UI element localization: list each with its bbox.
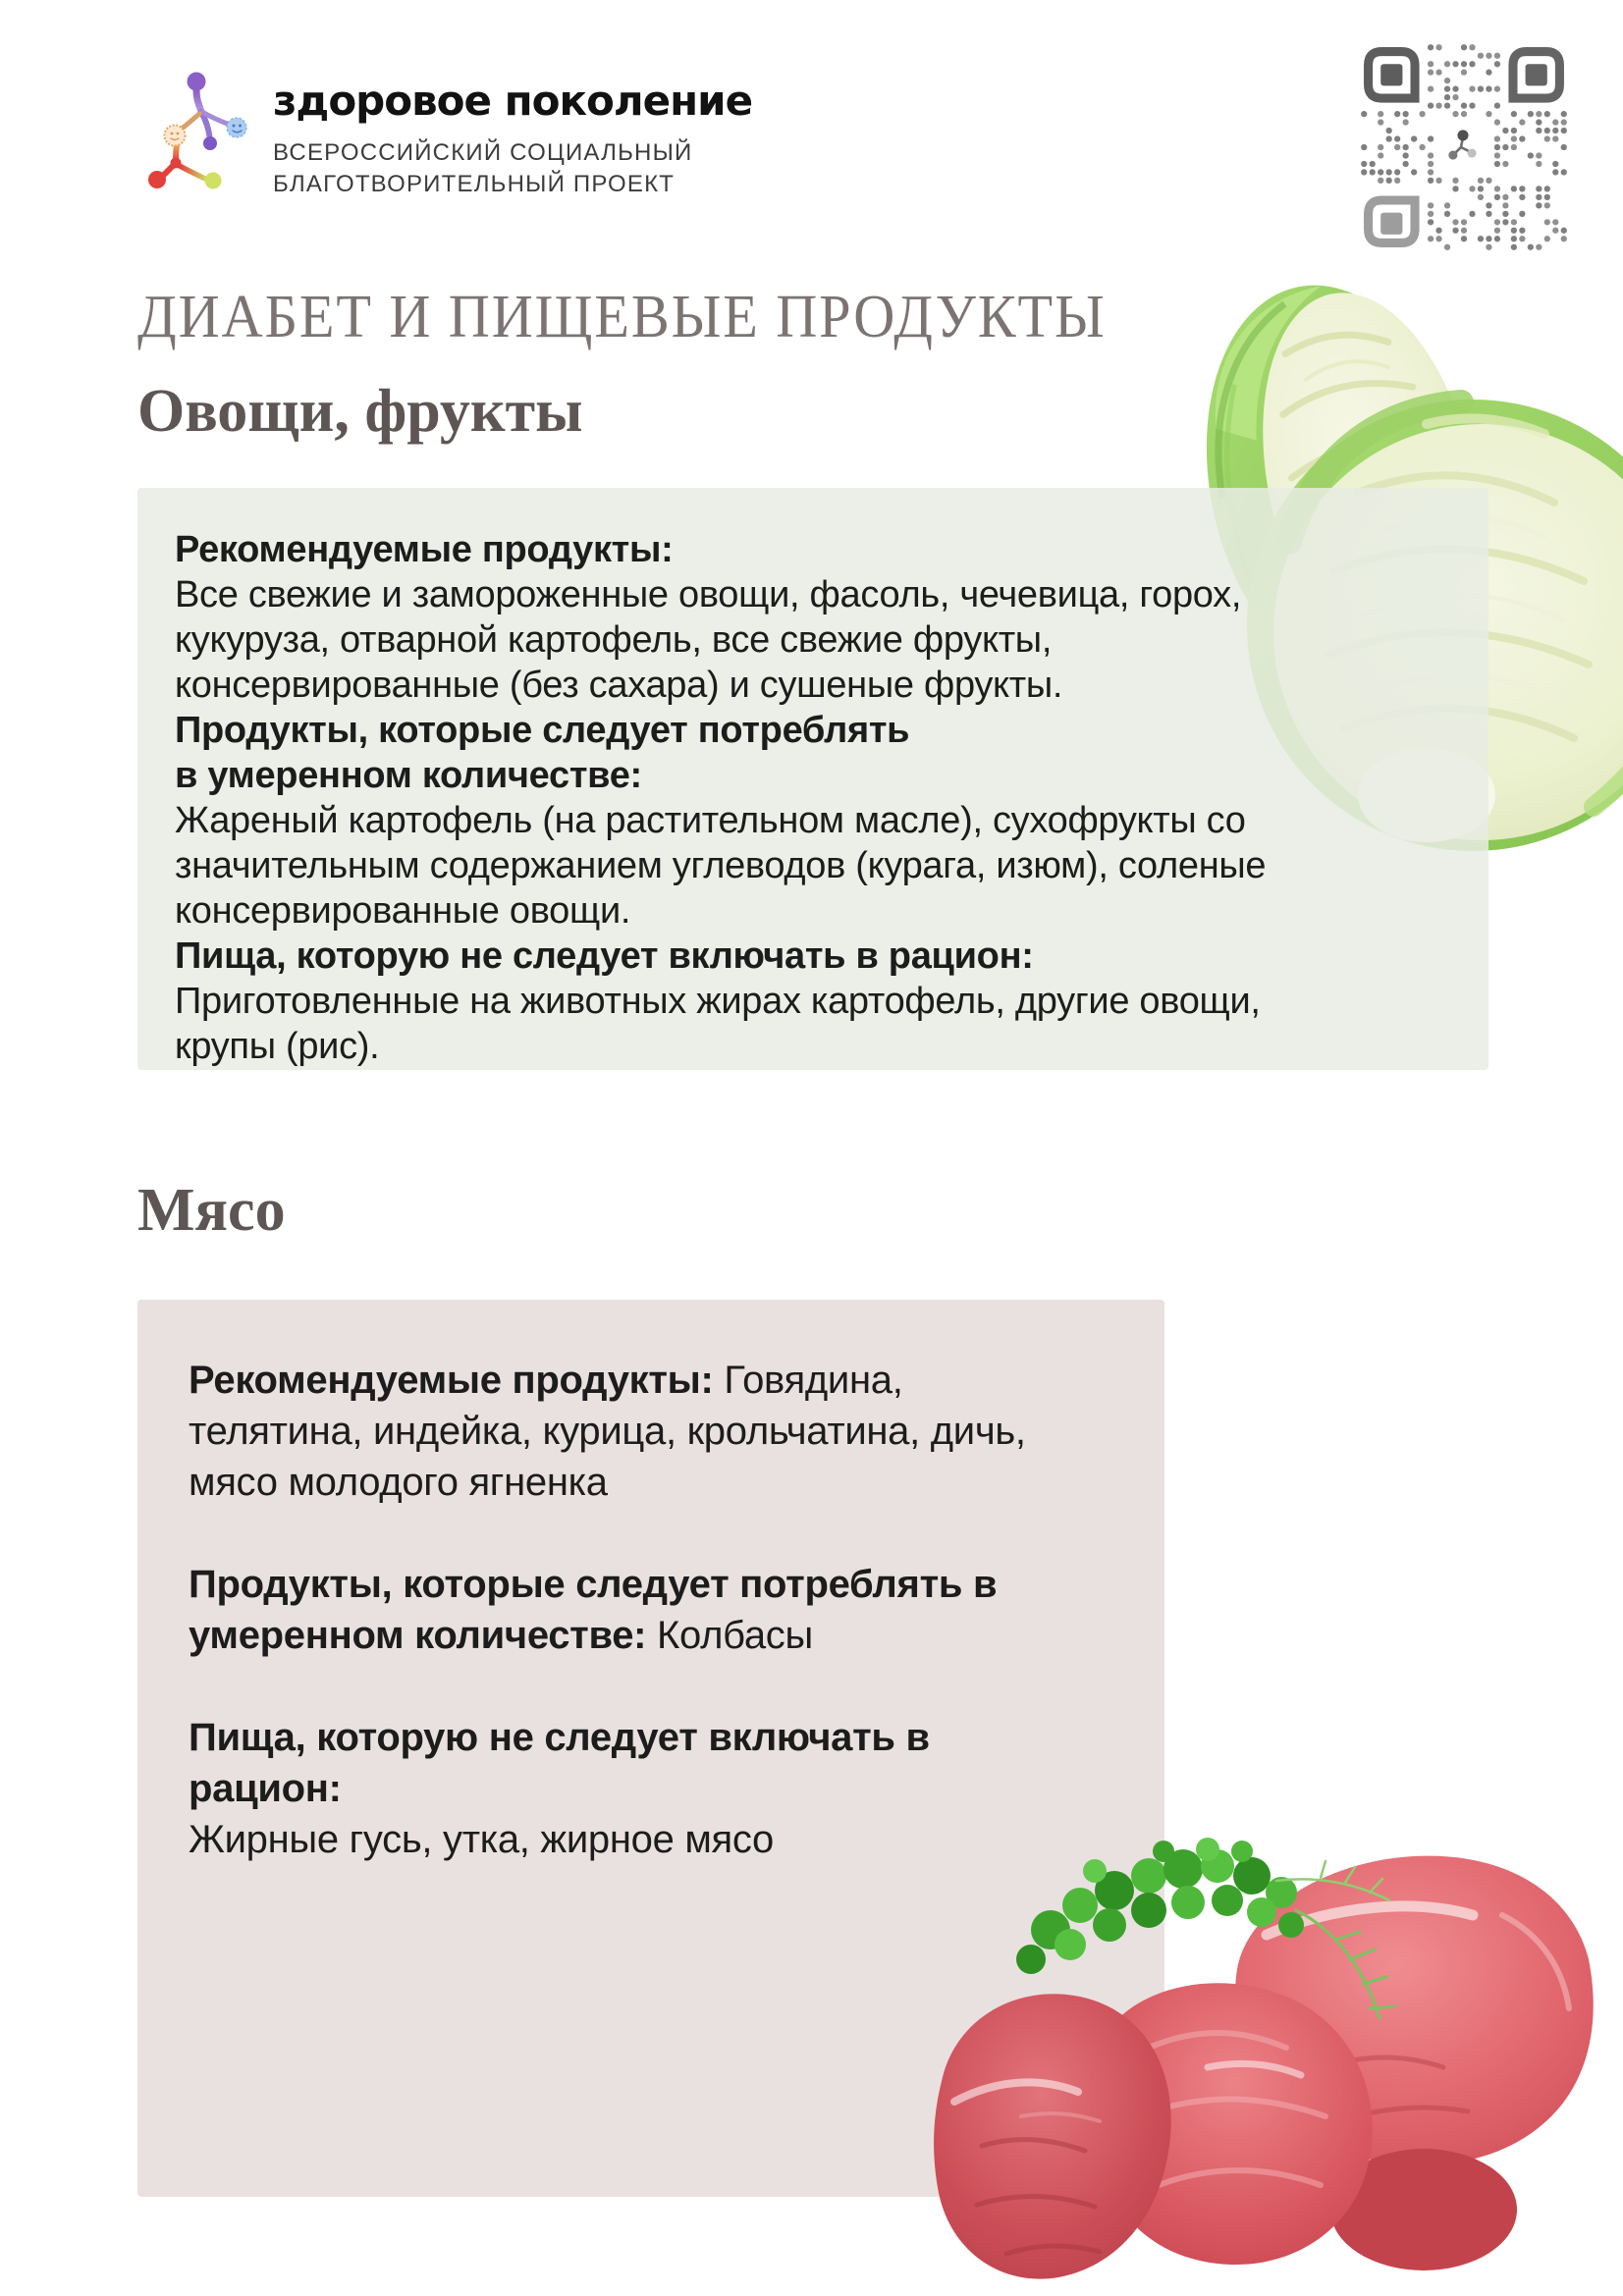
text-line (175, 979, 1459, 1024)
line-regular-text: Приготовленные на животных жирах картофель, другие овощи, (175, 981, 1261, 1022)
vegetables-info-box (137, 488, 1488, 1070)
brand-block (273, 79, 752, 200)
text-line (175, 617, 1459, 663)
line-bold-text: Рекомендуемые продукты: (189, 1359, 714, 1402)
line-bold-text: рацион: (189, 1767, 342, 1810)
line-regular-text: консервированные (без сахара) и сушеные фрукты. (175, 665, 1063, 706)
text-line (189, 1355, 1135, 1406)
molecule-logo-icon (108, 49, 285, 216)
text-line (175, 572, 1459, 617)
line-bold-text: умеренном количестве: (189, 1614, 647, 1657)
line-bold-text: в умеренном количестве: (175, 755, 642, 796)
section-heading-meat: Мясо (137, 1177, 286, 1244)
line-regular-text: Колбасы (646, 1614, 813, 1657)
text-line (175, 888, 1459, 934)
line-bold-text: Продукты, которые следует потреблять в (189, 1563, 998, 1606)
line-regular-text: консервированные овощи. (175, 890, 631, 932)
line-regular-text: кукуруза, отварной картофель, все свежие фрукты, (175, 619, 1053, 661)
section-heading-vegetables: Овощи, фрукты (137, 378, 583, 445)
text-line (175, 663, 1459, 708)
line-regular-text: Все свежие и замороженные овощи, фасоль, чечевица, горох, (175, 574, 1242, 615)
line-bold-text: Продукты, которые следует потреблять (175, 710, 910, 751)
text-line (189, 1763, 1135, 1814)
text-line (175, 1024, 1459, 1069)
line-bold-text: Рекомендуемые продукты: (175, 529, 674, 570)
qr-center-logo (1448, 130, 1476, 159)
line-regular-text: телятина, индейка, курица, крольчатина, дичь, (189, 1410, 1026, 1453)
line-regular-text: мясо молодого ягненка (189, 1461, 608, 1504)
line-regular-text: Жареный картофель (на растительном масле), сухофрукты со (175, 800, 1246, 841)
text-line (175, 843, 1459, 888)
line-regular-text: Жирные гусь, утка, жирное мясо (189, 1818, 775, 1861)
beef-chunk-front (934, 1994, 1171, 2278)
text-line (189, 1559, 1135, 1610)
qr-code-icon (1360, 43, 1568, 251)
line-bold-text: Пища, которую не следует включать в рацион: (175, 935, 1034, 977)
brand-subtitle-line1: ВСЕРОССИЙСКИЙ СОЦИАЛЬНЫЙ (273, 139, 693, 167)
brand-subtitle (273, 137, 752, 200)
line-regular-text: значительным содержанием углеводов (курага, изюм), соленые (175, 845, 1267, 886)
text-line (189, 1457, 1135, 1508)
line-regular-text: крупы (рис). (175, 1026, 380, 1067)
brand-name: здоровое поколение (273, 77, 753, 125)
text-line (175, 753, 1459, 798)
text-line (189, 1406, 1135, 1457)
brand-subtitle-line2: БЛАГОТВОРИТЕЛЬНЫЙ ПРОЕКТ (273, 171, 676, 198)
line-bold-text: Пища, которую не следует включать в (189, 1716, 930, 1759)
text-line (175, 798, 1459, 843)
text-line (189, 1712, 1135, 1763)
text-line (189, 1610, 1135, 1661)
raw-meat-photo (913, 1822, 1600, 2293)
text-line (175, 708, 1459, 753)
text-line (175, 527, 1459, 572)
text-line (175, 934, 1459, 979)
page-title: ДИАБЕТ И ПИЩЕВЫЕ ПРОДУКТЫ (137, 284, 1107, 350)
line-regular-text: Говядина, (713, 1359, 903, 1402)
